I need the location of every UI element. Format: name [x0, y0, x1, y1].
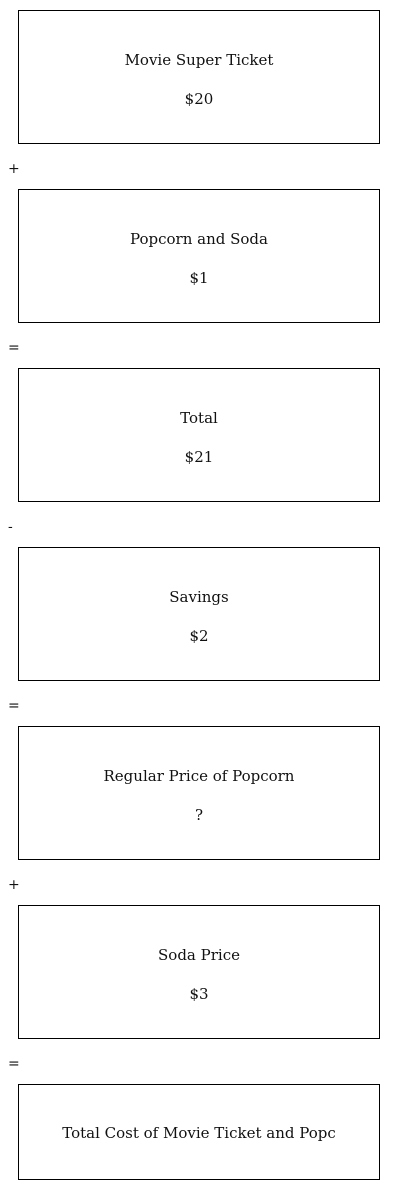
operator-equals: =: [8, 1056, 20, 1072]
step-value: ?: [194, 806, 204, 824]
step-title: Popcorn and Soda: [130, 230, 268, 248]
step-value: $3: [189, 985, 209, 1003]
step-value: $20: [184, 90, 214, 108]
step-box-savings: [18, 547, 380, 681]
operator-equals: =: [8, 698, 20, 714]
step-title: Total: [180, 409, 218, 427]
operator-plus: +: [8, 877, 20, 893]
step-box-popcorn-and-soda: [18, 189, 380, 323]
operator-minus: -: [8, 519, 13, 535]
step-value: $2: [189, 627, 209, 645]
step-box-regular-price-of-popcorn: [18, 726, 380, 860]
step-title: Total Cost of Movie Ticket and Popc: [62, 1124, 336, 1142]
step-box-movie-super-ticket: [18, 10, 380, 144]
step-title: Savings: [169, 588, 229, 606]
step-box-soda-price: [18, 905, 380, 1039]
step-box-total-cost: [18, 1084, 380, 1180]
step-title: Soda Price: [158, 946, 240, 964]
step-value: $21: [184, 448, 214, 466]
operator-equals: =: [8, 340, 20, 356]
step-box-total: [18, 368, 380, 502]
step-title: Regular Price of Popcorn: [103, 767, 295, 785]
step-title: Movie Super Ticket: [124, 51, 274, 69]
operator-plus: +: [8, 161, 20, 177]
step-value: $1: [189, 269, 209, 287]
